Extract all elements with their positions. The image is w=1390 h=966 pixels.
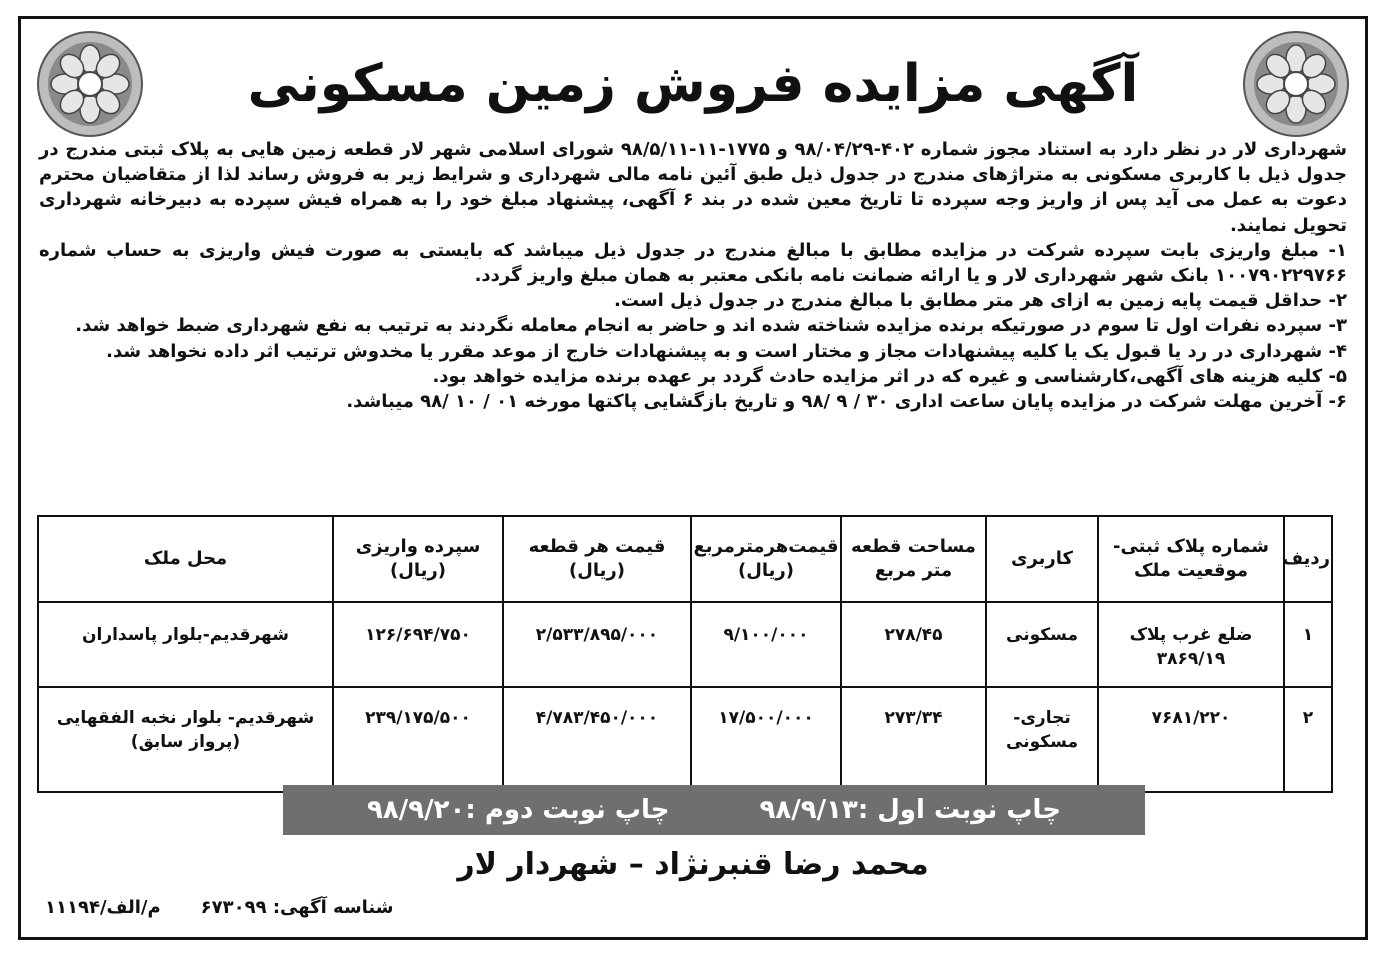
table-row [38, 687, 1332, 792]
advertisement-page [18, 16, 1368, 940]
table-header-row [38, 516, 1332, 602]
mayor-signature: محمد رضا قنبرنژاد – شهردار لار [457, 847, 929, 882]
table-cell: شهرقدیم-بلوار پاسداران [38, 602, 333, 687]
ad-id: شناسه آگهی: ۶۷۳۰۹۹ [200, 897, 394, 918]
column-header-deposit: سپرده واریزی (ریال) [333, 516, 503, 602]
clause-2: ۲- حداقل قیمت پایه زمین به ازای هر متر مطابق با مبالغ مندرج در جدول ذیل است. [614, 290, 1347, 312]
table-cell: ۱ [1284, 602, 1332, 687]
table-cell: ۱۷/۵۰۰/۰۰۰ [691, 687, 841, 792]
table-cell: ۱۲۶/۶۹۴/۷۵۰ [333, 602, 503, 687]
table-cell: ۴/۷۸۳/۴۵۰/۰۰۰ [503, 687, 691, 792]
table-cell: ۲۷۸/۴۵ [841, 602, 986, 687]
table-cell: ۲۳۹/۱۷۵/۵۰۰ [333, 687, 503, 792]
table-cell: ۲/۵۳۳/۸۹۵/۰۰۰ [503, 602, 691, 687]
properties-table [37, 515, 1333, 793]
table-cell: تجاری- مسکونی [986, 687, 1098, 792]
page-title: آگهی مزایده فروش زمین مسکونی [247, 54, 1139, 114]
intro-paragraph: شهرداری لار در نظر دارد به استناد مجوز شماره ۴۰۲-۹۸/۰۴/۲۹ و ۱۷۷۵-۱۱-۹۸/۵/۱۱ شورای اسلامی شهر لار قطعه زمین هایی به پلاک ثبتی مندرج در جدول ذیل با کاربری مسکونی به متراژهای مندرج در جدول ذیل طبق آئین نامه مالی شهرداری و شرایط زیر به فروش رساند لذا از متقاضیان محترم دعوت به عمل می آید پس از واریز وجه سپرده تا تاریخ معین شده در بند ۶ آگهی، پیشنهاد مبلغ خود را به همراه فیش سپرده به دبیرخانه شهرداری تحویل نمایند. [39, 139, 1348, 236]
column-header-area: مساحت قطعه متر مربع [841, 516, 986, 602]
column-header-plate: شماره پلاک ثبتی- موقعیت ملک [1098, 516, 1284, 602]
clause-4: ۴- شهرداری در رد یا قبول یک یا کلیه پیشنهادات مجاز و مختار است و به پیشنهادات خارج از موعد مقرر یا مخدوش ترتیب اثر داده نخواهد شد. [106, 340, 1347, 362]
table-cell: ۷۶۸۱/۲۲۰ [1098, 687, 1284, 792]
footer-identifiers [45, 897, 393, 918]
print-dates-bar [283, 785, 1145, 835]
clause-1: ۱- مبلغ واریزی بابت سپرده شرکت در مزایده مطابق با مبالغ مندرج در جدول ذیل میباشد که بایستی به صورت فیش واریزی به حساب شماره ۱۰۰۷۹۰۲۲۹۷۶۶ بانک شهر شهرداری لار و یا ارائه ضمانت نامه بانکی معتبر به همان مبلغ واریز گردد. [39, 239, 1347, 287]
table-cell: ۹/۱۰۰/۰۰۰ [691, 602, 841, 687]
table-row [38, 602, 1332, 687]
reference-code: م/الف/۱۱۱۹۴ [45, 897, 161, 918]
column-header-price-per-meter: قیمت‌هرمترمربع (ریال) [691, 516, 841, 602]
column-header-location: محل ملک [38, 516, 333, 602]
table-cell: مسکونی [986, 602, 1098, 687]
clause-6: ۶- آخرین مهلت شرکت در مزایده پایان ساعت اداری ۳۰ / ۹ /۹۸ و تاریخ بازگشایی پاکتها مورخه ۰۱ / ۱۰ /۹۸ میباشد. [346, 391, 1347, 413]
table-cell: ۲ [1284, 687, 1332, 792]
column-header-row-number: ردیف [1284, 516, 1332, 602]
clause-3: ۳- سپرده نفرات اول تا سوم در صورتیکه برنده مزایده شناخته شده اند و حاضر به انجام معامله نگردند به ترتیب به نفع شهرداری ضبط خواهد شد. [75, 315, 1347, 337]
municipality-emblem-icon [1241, 29, 1351, 139]
clause-5: ۵- کلیه هزینه های آگهی،کارشناسی و غیره که در اثر مزایده حادث گردد بر عهده برنده مزایده خواهد بود. [432, 365, 1347, 387]
advertisement-body [39, 137, 1347, 414]
column-header-usage: کاربری [986, 516, 1098, 602]
first-print-date: چاپ نوبت اول :۹۸/۹/۱۳ [759, 795, 1061, 825]
column-header-price-per-lot: قیمت هر قطعه (ریال) [503, 516, 691, 602]
municipality-emblem-icon [35, 29, 145, 139]
table-cell: ضلع غرب پلاک ۳۸۶۹/۱۹ [1098, 602, 1284, 687]
second-print-date: چاپ نوبت دوم :۹۸/۹/۲۰ [367, 795, 670, 825]
table-cell: ۲۷۳/۳۴ [841, 687, 986, 792]
properties-table-wrapper [39, 515, 1333, 793]
table-cell: شهرقدیم- بلوار نخبه الفقهایی (پرواز سابق) [38, 687, 333, 792]
